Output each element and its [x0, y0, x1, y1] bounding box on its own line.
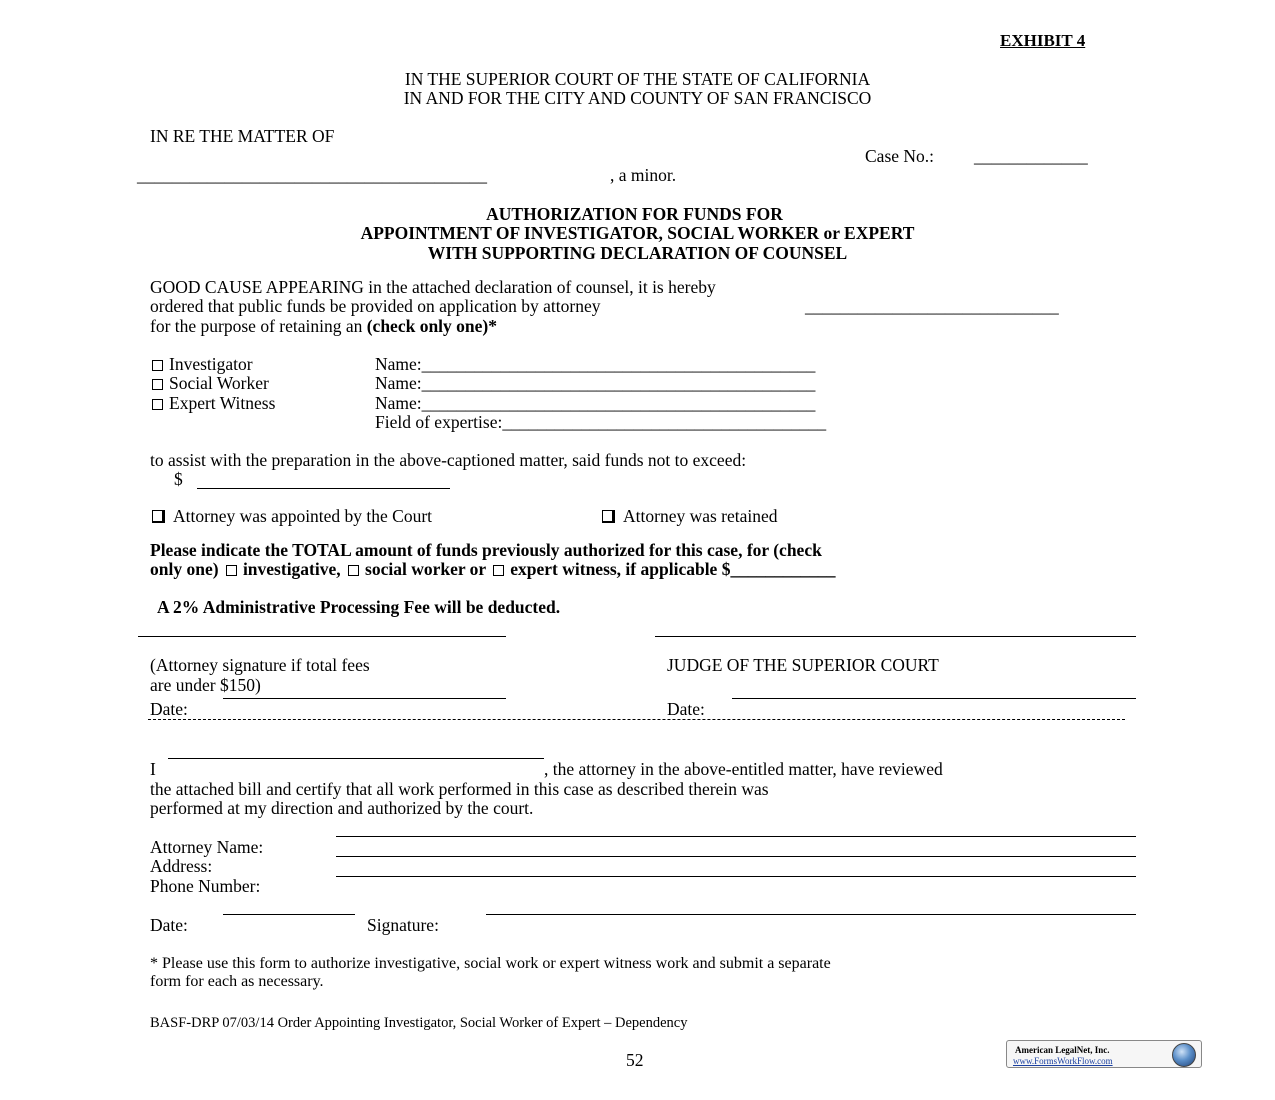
judge-date-label: Date: [667, 699, 705, 719]
attorney-signature-caption1: (Attorney signature if total fees [150, 655, 370, 675]
form-code-footer: BASF-DRP 07/03/14 Order Appointing Investigator, Social Worker of Expert – Dependency [150, 1015, 688, 1031]
judge-signature-line[interactable] [655, 636, 1136, 637]
certification-line3: performed at my direction and authorized by the court. [150, 798, 534, 818]
investigator-name-field[interactable]: Name:_____________________________________________ [375, 354, 816, 374]
total-only-one: only one) [150, 559, 219, 579]
page-number: 52 [626, 1050, 644, 1070]
field-of-expertise-field[interactable]: Field of expertise:_____________________________________ [375, 412, 827, 432]
certification-date-line[interactable] [223, 914, 355, 915]
exhibit-label: EXHIBIT 4 [1000, 31, 1086, 50]
certification-line2: the attached bill and certify that all work performed in this case as described therein was [150, 779, 769, 799]
investigator-checkbox[interactable] [152, 360, 163, 371]
attorney-name-line[interactable] [336, 836, 1136, 837]
total-expert-witness-label: expert witness, if applicable $____________ [510, 559, 836, 579]
attorney-name-label: Attorney Name: [150, 837, 264, 857]
funds-amount-field[interactable] [197, 488, 450, 489]
total-social-worker-checkbox[interactable] [348, 565, 359, 576]
address-label: Address: [150, 856, 213, 876]
phone-line[interactable] [336, 876, 1136, 877]
funds-limit-text: to assist with the preparation in the above-captioned matter, said funds not to exceed: [150, 450, 747, 470]
check-only-one-note: (check only one)* [366, 316, 498, 336]
attorney-date-label: Date: [150, 699, 188, 719]
case-no-field[interactable]: _____________ [974, 146, 1088, 166]
total-investigative-label: investigative, [242, 559, 341, 579]
social-worker-checkbox[interactable] [152, 379, 163, 390]
logo-company-name: American LegalNet, Inc. [1015, 1045, 1110, 1055]
attorney-retained-checkbox[interactable] [602, 510, 615, 523]
total-social-worker-label: social worker or [365, 559, 486, 579]
processing-fee-note: A 2% Administrative Processing Fee will be deducted. [157, 597, 561, 617]
expert-name-field[interactable]: Name:_____________________________________________ [375, 393, 816, 413]
form-title-line2: APPOINTMENT OF INVESTIGATOR, SOCIAL WORKER or EXPERT [360, 223, 915, 243]
judge-date-line[interactable] [732, 698, 1136, 699]
minor-label: , a minor. [610, 165, 677, 185]
expert-witness-checkbox[interactable] [152, 399, 163, 410]
dollar-sign: $ [174, 469, 183, 489]
section-divider [148, 719, 1125, 720]
certification-i: I [150, 759, 156, 779]
footnote-line2: form for each as necessary. [150, 973, 324, 990]
case-no-label: Case No.: [865, 146, 935, 166]
certification-line1: , the attorney in the above-entitled matter, have reviewed [544, 759, 943, 779]
form-title-line3: WITH SUPPORTING DECLARATION OF COUNSEL [427, 243, 848, 263]
address-line[interactable] [336, 856, 1136, 857]
order-line3-text: for the purpose of retaining an [150, 316, 363, 336]
option-attorney-appointed[interactable] [152, 508, 432, 526]
certification-signature-line[interactable] [486, 914, 1136, 915]
globe-icon [1172, 1043, 1196, 1067]
total-funds-line1: Please indicate the TOTAL amount of funds previously authorized for this case, for (check [150, 540, 822, 560]
attorney-date-line[interactable] [223, 698, 506, 699]
investigator-label: Investigator [169, 354, 253, 374]
attorney-name-field[interactable]: _____________________________ [805, 296, 1059, 316]
order-line1: GOOD CAUSE APPEARING in the attached declaration of counsel, it is hereby [150, 277, 716, 297]
total-investigative-checkbox[interactable] [226, 565, 237, 576]
judge-caption: JUDGE OF THE SUPERIOR COURT [667, 655, 939, 675]
social-worker-name-field[interactable]: Name:_____________________________________________ [375, 373, 816, 393]
attorney-appointed-checkbox[interactable] [152, 510, 165, 523]
option-attorney-retained[interactable] [602, 508, 778, 526]
logo-url-link[interactable]: www.FormsWorkFlow.com [1013, 1056, 1113, 1066]
american-legalnet-logo[interactable] [1006, 1040, 1202, 1068]
attorney-appointed-label: Attorney was appointed by the Court [173, 506, 433, 526]
expert-witness-label: Expert Witness [169, 393, 276, 413]
order-line2: ordered that public funds be provided on application by attorney [150, 296, 601, 316]
court-name-line2: IN AND FOR THE CITY AND COUNTY OF SAN FRANCISCO [403, 88, 872, 108]
certifying-attorney-line[interactable] [168, 758, 544, 759]
option-investigator[interactable] [152, 356, 253, 374]
option-social-worker[interactable] [152, 375, 269, 393]
court-name-line1: IN THE SUPERIOR COURT OF THE STATE OF CALIFORNIA [404, 69, 871, 89]
attorney-signature-line[interactable] [138, 636, 506, 637]
form-title-line1: AUTHORIZATION FOR FUNDS FOR [486, 204, 783, 224]
social-worker-label: Social Worker [169, 373, 269, 393]
order-line3 [150, 318, 497, 336]
option-expert-witness[interactable] [152, 395, 275, 413]
attorney-retained-label: Attorney was retained [623, 506, 778, 526]
minor-name-field[interactable]: ________________________________________ [137, 165, 487, 185]
certification-signature-label: Signature: [367, 915, 439, 935]
total-expert-witness-checkbox[interactable] [493, 565, 504, 576]
certification-date-label: Date: [150, 915, 188, 935]
in-re-label: IN RE THE MATTER OF [150, 126, 335, 146]
footnote-line1: * Please use this form to authorize investigative, social work or expert witness work and submit a separate [150, 955, 831, 972]
total-funds-line2 [150, 561, 835, 579]
phone-label: Phone Number: [150, 876, 261, 896]
attorney-signature-caption2: are under $150) [150, 675, 261, 695]
